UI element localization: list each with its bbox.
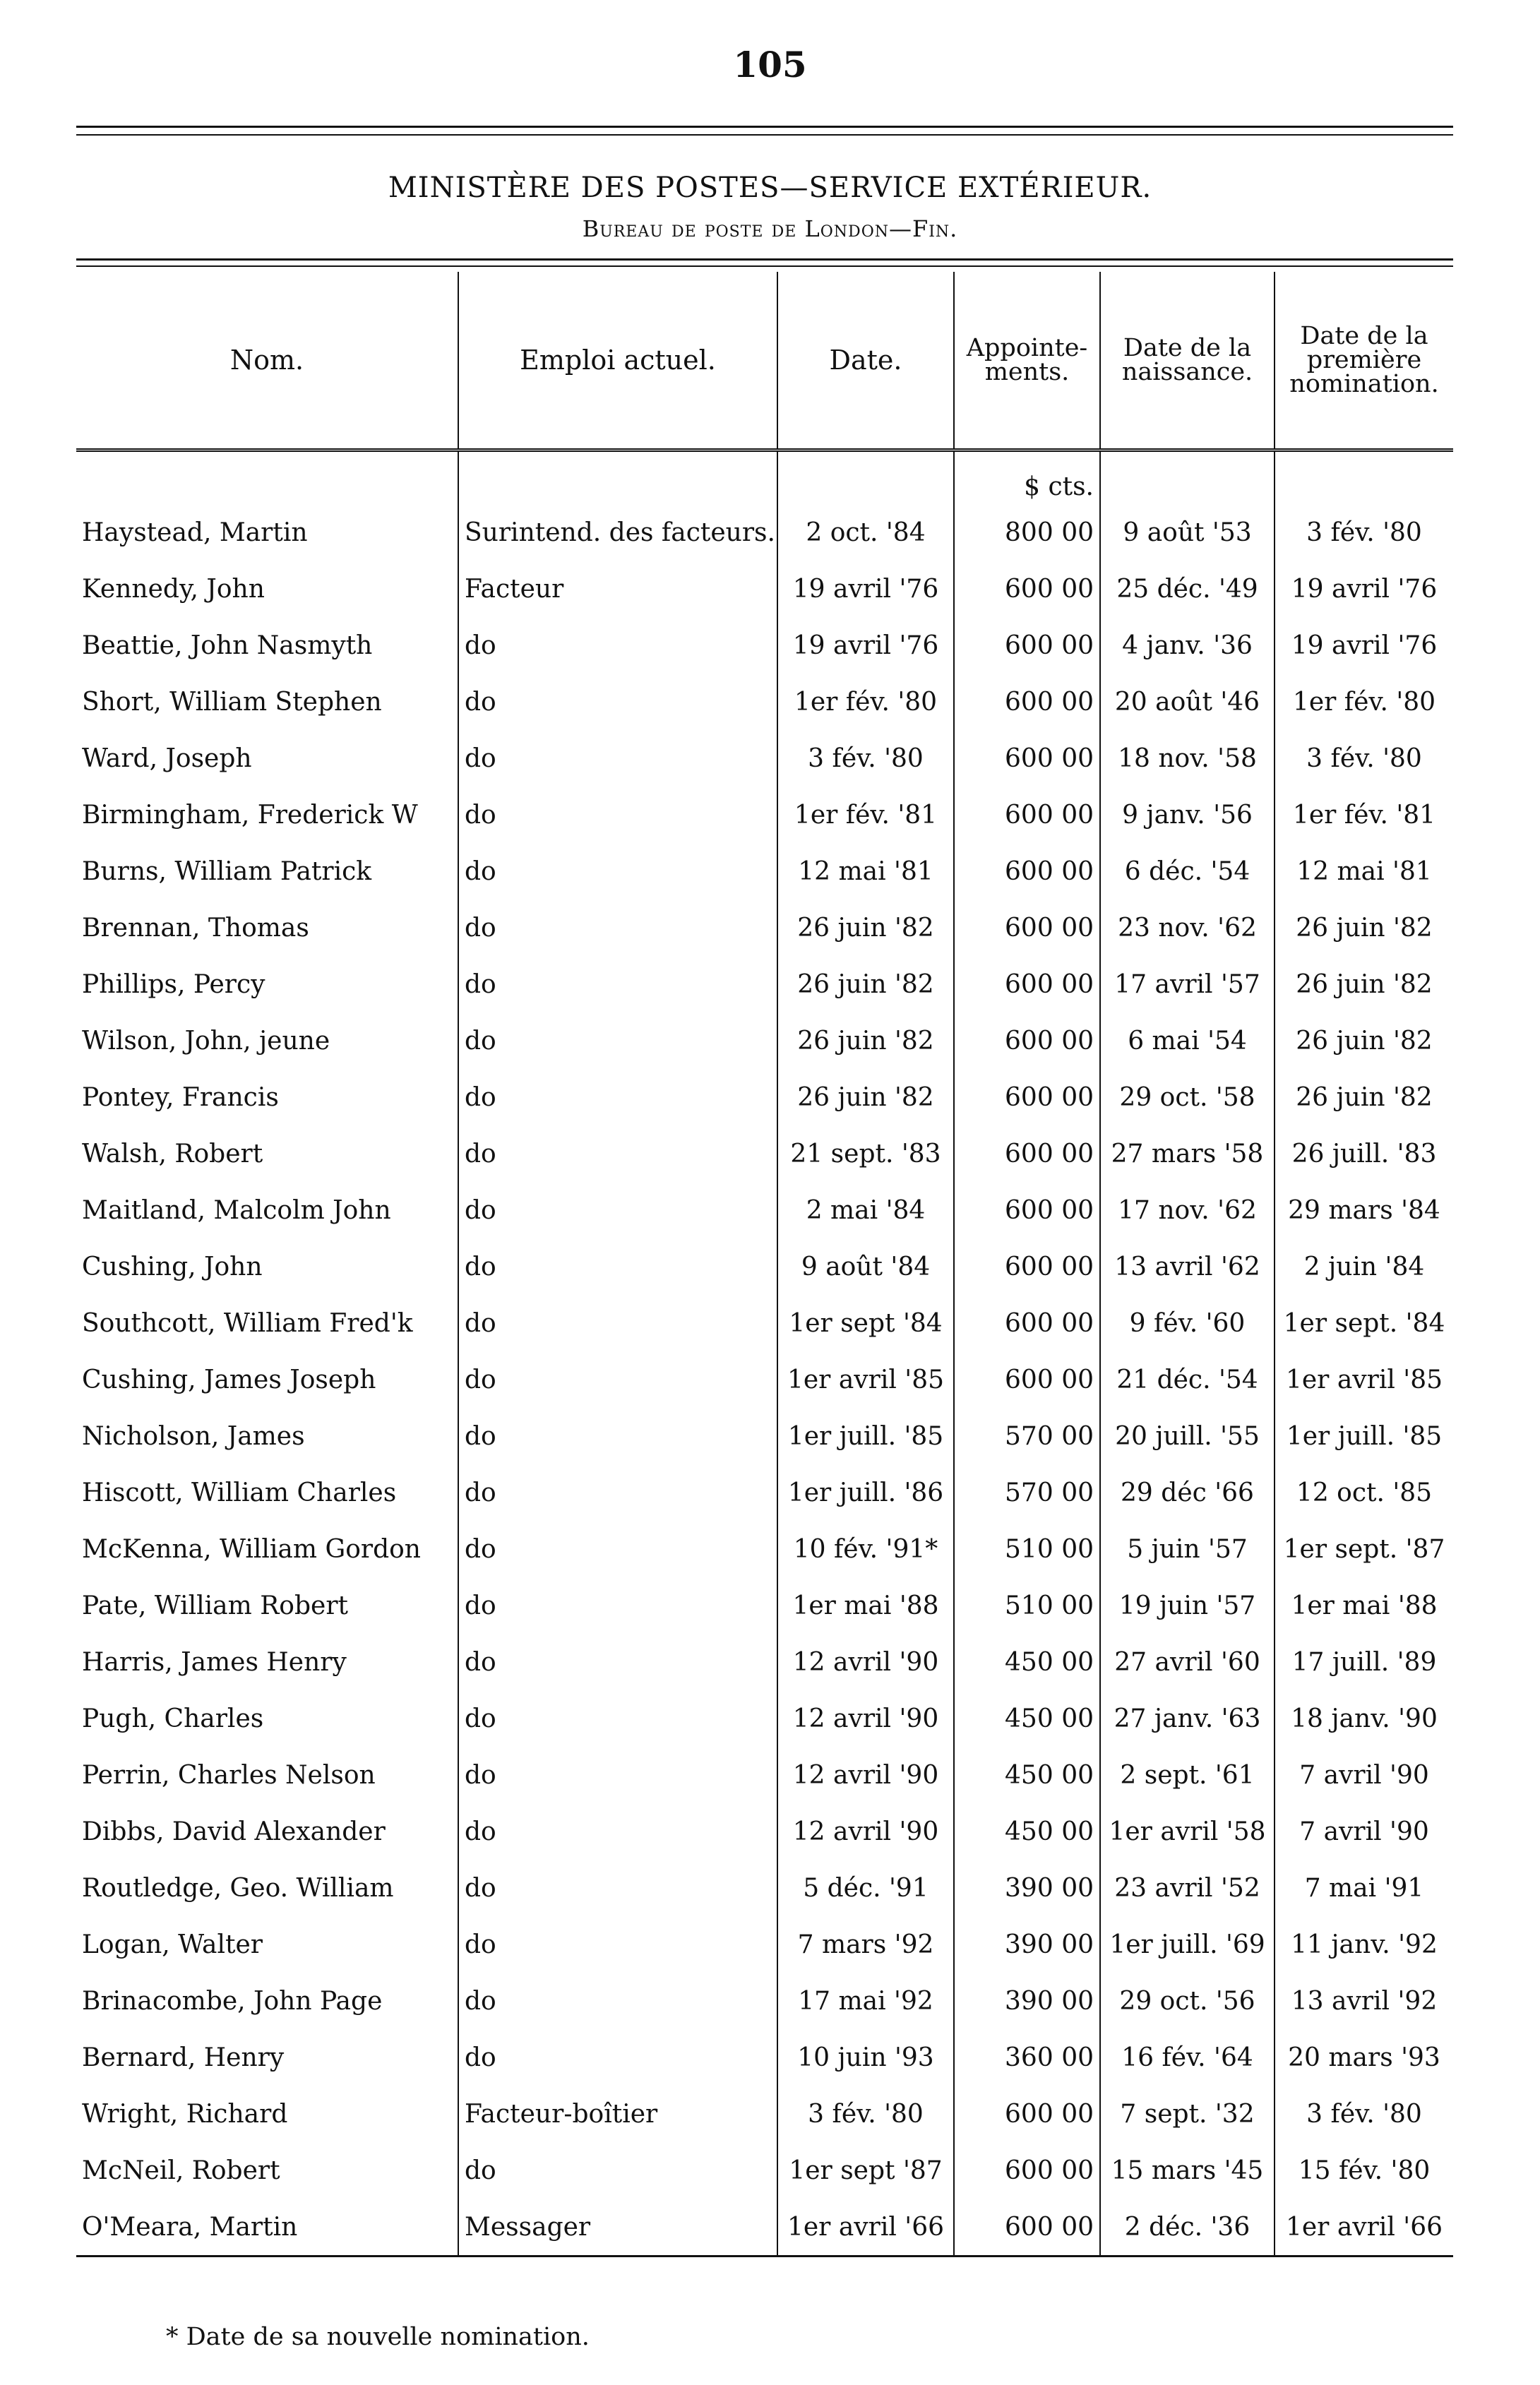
cell-nom: Short, William Stephen — [82, 687, 382, 717]
cell-appointements: 600 00 — [954, 561, 1100, 617]
top-rule — [76, 126, 1453, 128]
cell-naissance: 25 déc. '49 — [1100, 561, 1275, 617]
cell-naissance: 1er juill. '69 — [1100, 1916, 1275, 1973]
cell-appointements: 600 00 — [954, 787, 1100, 843]
cell-date: 1er sept '84 — [777, 1295, 954, 1351]
cell-appointements: 600 00 — [954, 2086, 1100, 2142]
cell-emploi: do — [458, 2142, 777, 2199]
cell-premiere: 26 juill. '83 — [1275, 1125, 1453, 1182]
cell-emploi: do — [458, 1690, 777, 1747]
cell-naissance: 23 nov. '62 — [1100, 899, 1275, 956]
table-row — [76, 1408, 1453, 1464]
cell-premiere: 3 fév. '80 — [1275, 2086, 1453, 2142]
cell-date: 12 avril '90 — [777, 1634, 954, 1690]
header-top-rule-second — [76, 265, 1453, 267]
table-row — [76, 561, 1453, 617]
page-title: MINISTÈRE DES POSTES—SERVICE EXTÉRIEUR. — [388, 172, 1152, 204]
col-header-appointements: Appointe- ments. — [954, 272, 1100, 450]
employee-table — [76, 272, 1453, 2257]
cell-premiere: 1er avril '85 — [1275, 1351, 1453, 1408]
cell-naissance: 13 avril '62 — [1100, 1238, 1275, 1295]
footnote: * Date de sa nouvelle nomination. — [166, 2323, 590, 2351]
cell-nom: Ward, Joseph — [82, 743, 252, 773]
cell-emploi: do — [458, 787, 777, 843]
cell-naissance: 2 sept. '61 — [1100, 1747, 1275, 1803]
cell-appointements: 800 00 — [954, 504, 1100, 561]
cell-nom: Kennedy, John — [82, 574, 265, 604]
cell-emploi: do — [458, 1182, 777, 1238]
cell-emploi: do — [458, 1012, 777, 1069]
cell-naissance: 16 fév. '64 — [1100, 2029, 1275, 2086]
cell-naissance: 21 déc. '54 — [1100, 1351, 1275, 1408]
cell-nom: O'Meara, Martin — [76, 2199, 458, 2257]
cell-premiere: 12 oct. '85 — [1275, 1464, 1453, 1521]
cell-date: 1er avril '85 — [777, 1351, 954, 1408]
table-row — [76, 1634, 1453, 1690]
cell-premiere: 26 juin '82 — [1275, 1069, 1453, 1125]
cell-date: 10 fév. '91* — [777, 1521, 954, 1577]
cell-nom: Cushing, James Joseph — [82, 1365, 376, 1394]
table-row — [76, 1860, 1453, 1916]
cell-emploi: Facteur-boîtier — [458, 2086, 777, 2142]
cell-nom: Birmingham, Frederick W — [82, 800, 418, 830]
cell-nom: Hiscott, William Charles — [82, 1478, 397, 1507]
cell-premiere: 17 juill. '89 — [1275, 1634, 1453, 1690]
cell-date: 19 avril '76 — [777, 561, 954, 617]
cell-premiere: 26 juin '82 — [1275, 1012, 1453, 1069]
cell-date: 3 fév. '80 — [777, 730, 954, 787]
cell-nom: Brinacombe, John Page — [82, 1986, 383, 2016]
table-row — [76, 2029, 1453, 2086]
cell-nom: Pontey, Francis — [82, 1082, 279, 1112]
cell-nom: Nicholson, James — [82, 1421, 305, 1451]
cell-appointements: 600 00 — [954, 956, 1100, 1012]
cell-emploi: do — [458, 1973, 777, 2029]
units-label: $ cts. — [954, 450, 1100, 505]
cell-emploi: do — [458, 674, 777, 730]
cell-appointements: 600 00 — [954, 1182, 1100, 1238]
table-row — [76, 2199, 1453, 2257]
cell-naissance: 6 mai '54 — [1100, 1012, 1275, 1069]
cell-appointements: 450 00 — [954, 1634, 1100, 1690]
cell-premiere: 12 mai '81 — [1275, 843, 1453, 899]
table-row — [76, 787, 1453, 843]
table-row — [76, 956, 1453, 1012]
cell-date: 1er mai '88 — [777, 1577, 954, 1634]
cell-emploi: do — [458, 899, 777, 956]
page-subtitle: Bureau de poste de London—Fin. — [582, 215, 958, 242]
col-header-nom: Nom. — [76, 272, 458, 450]
cell-nom: Wilson, John, jeune — [82, 1026, 330, 1056]
cell-naissance: 2 déc. '36 — [1100, 2199, 1275, 2257]
cell-naissance: 5 juin '57 — [1100, 1521, 1275, 1577]
cell-naissance: 4 janv. '36 — [1100, 617, 1275, 674]
table-row — [76, 1690, 1453, 1747]
cell-nom: Beattie, John Nasmyth — [82, 630, 373, 660]
cell-appointements: 600 00 — [954, 730, 1100, 787]
cell-appointements: 600 00 — [954, 617, 1100, 674]
header-top-rule — [76, 258, 1453, 261]
cell-appointements: 600 00 — [954, 1351, 1100, 1408]
cell-date: 26 juin '82 — [777, 956, 954, 1012]
cell-nom: Routledge, Geo. William — [82, 1873, 394, 1903]
cell-date: 3 fév. '80 — [777, 2086, 954, 2142]
cell-date: 5 déc. '91 — [777, 1860, 954, 1916]
cell-emploi: do — [458, 1916, 777, 1973]
cell-date: 10 juin '93 — [777, 2029, 954, 2086]
cell-nom: Phillips, Percy — [82, 969, 265, 999]
cell-date: 19 avril '76 — [777, 617, 954, 674]
table-row — [76, 1521, 1453, 1577]
cell-emploi: do — [458, 730, 777, 787]
cell-emploi: do — [458, 1238, 777, 1295]
cell-nom: Bernard, Henry — [82, 2043, 285, 2072]
table-row — [76, 1577, 1453, 1634]
cell-nom: McKenna, William Gordon — [82, 1534, 421, 1564]
cell-nom: Cushing, John — [82, 1252, 263, 1281]
table-row — [76, 1464, 1453, 1521]
cell-premiere: 26 juin '82 — [1275, 899, 1453, 956]
cell-emploi: Facteur — [458, 561, 777, 617]
cell-naissance: 6 déc. '54 — [1100, 843, 1275, 899]
cell-appointements: 600 00 — [954, 674, 1100, 730]
cell-emploi: do — [458, 1464, 777, 1521]
cell-date: 26 juin '82 — [777, 899, 954, 956]
cell-appointements: 390 00 — [954, 1860, 1100, 1916]
cell-naissance: 17 nov. '62 — [1100, 1182, 1275, 1238]
table-row — [76, 730, 1453, 787]
cell-emploi: do — [458, 1634, 777, 1690]
cell-appointements: 570 00 — [954, 1464, 1100, 1521]
cell-appointements: 390 00 — [954, 1916, 1100, 1973]
cell-appointements: 510 00 — [954, 1521, 1100, 1577]
cell-naissance: 27 janv. '63 — [1100, 1690, 1275, 1747]
cell-date: 2 oct. '84 — [777, 504, 954, 561]
table-row — [76, 1747, 1453, 1803]
cell-date: 17 mai '92 — [777, 1973, 954, 2029]
table-row — [76, 1973, 1453, 2029]
cell-premiere: 19 avril '76 — [1275, 617, 1453, 674]
cell-premiere: 1er fév. '81 — [1275, 787, 1453, 843]
cell-premiere: 1er avril '66 — [1275, 2199, 1453, 2257]
cell-premiere: 3 fév. '80 — [1275, 730, 1453, 787]
cell-nom: Burns, William Patrick — [82, 856, 372, 886]
cell-nom: Pate, William Robert — [82, 1591, 348, 1620]
cell-appointements: 450 00 — [954, 1690, 1100, 1747]
cell-date: 7 mars '92 — [777, 1916, 954, 1973]
cell-premiere: 15 fév. '80 — [1275, 2142, 1453, 2199]
cell-emploi: do — [458, 1803, 777, 1860]
cell-appointements: 600 00 — [954, 1125, 1100, 1182]
cell-emploi: do — [458, 1295, 777, 1351]
cell-naissance: 19 juin '57 — [1100, 1577, 1275, 1634]
cell-appointements: 390 00 — [954, 1973, 1100, 2029]
cell-nom: Pugh, Charles — [82, 1704, 264, 1733]
cell-naissance: 27 mars '58 — [1100, 1125, 1275, 1182]
cell-emploi: do — [458, 1408, 777, 1464]
cell-date: 1er sept '87 — [777, 2142, 954, 2199]
cell-date: 12 avril '90 — [777, 1803, 954, 1860]
cell-appointements: 600 00 — [954, 1012, 1100, 1069]
table-row — [76, 1351, 1453, 1408]
cell-date: 1er avril '66 — [777, 2199, 954, 2257]
cell-naissance: 23 avril '52 — [1100, 1860, 1275, 1916]
cell-premiere: 19 avril '76 — [1275, 561, 1453, 617]
cell-premiere: 7 avril '90 — [1275, 1747, 1453, 1803]
cell-nom: Maitland, Malcolm John — [82, 1195, 391, 1225]
cell-naissance: 27 avril '60 — [1100, 1634, 1275, 1690]
cell-nom: Harris, James Henry — [82, 1647, 347, 1677]
table-row — [76, 2142, 1453, 2199]
cell-appointements: 600 00 — [954, 899, 1100, 956]
cell-date: 1er juill. '86 — [777, 1464, 954, 1521]
table-row — [76, 504, 1453, 561]
cell-premiere: 20 mars '93 — [1275, 2029, 1453, 2086]
table-row — [76, 674, 1453, 730]
col-header-emploi: Emploi actuel. — [458, 272, 777, 450]
table-row — [76, 2086, 1453, 2142]
cell-naissance: 29 déc '66 — [1100, 1464, 1275, 1521]
cell-date: 12 avril '90 — [777, 1690, 954, 1747]
page-number: 105 — [733, 44, 807, 85]
cell-naissance: 9 fév. '60 — [1100, 1295, 1275, 1351]
top-rule-second — [76, 134, 1453, 136]
cell-nom: Dibbs, David Alexander — [82, 1817, 386, 1846]
cell-emploi: do — [458, 843, 777, 899]
cell-date: 9 août '84 — [777, 1238, 954, 1295]
cell-premiere: 1er sept. '87 — [1275, 1521, 1453, 1577]
cell-nom: Wright, Richard — [82, 2099, 288, 2129]
cell-emploi: do — [458, 1577, 777, 1634]
table-row — [76, 1069, 1453, 1125]
cell-naissance: 9 août '53 — [1100, 504, 1275, 561]
cell-premiere: 2 juin '84 — [1275, 1238, 1453, 1295]
cell-premiere: 3 fév. '80 — [1275, 504, 1453, 561]
cell-appointements: 600 00 — [954, 843, 1100, 899]
cell-naissance: 15 mars '45 — [1100, 2142, 1275, 2199]
cell-premiere: 7 mai '91 — [1275, 1860, 1453, 1916]
cell-naissance: 17 avril '57 — [1100, 956, 1275, 1012]
cell-appointements: 360 00 — [954, 2029, 1100, 2086]
cell-nom: Logan, Walter — [82, 1930, 263, 1959]
table-row — [76, 1238, 1453, 1295]
cell-emploi: Surintend. des facteurs. — [458, 504, 777, 561]
table-row — [76, 1295, 1453, 1351]
cell-date: 1er juill. '85 — [777, 1408, 954, 1464]
cell-nom: McNeil, Robert — [82, 2156, 280, 2185]
cell-appointements: 450 00 — [954, 1803, 1100, 1860]
col-header-naissance: Date de la naissance. — [1100, 272, 1275, 450]
table-row — [76, 1803, 1453, 1860]
table-row — [76, 843, 1453, 899]
cell-naissance: 9 janv. '56 — [1100, 787, 1275, 843]
cell-appointements: 600 00 — [954, 1295, 1100, 1351]
cell-date: 26 juin '82 — [777, 1069, 954, 1125]
cell-emploi: do — [458, 1069, 777, 1125]
cell-emploi: do — [458, 1351, 777, 1408]
cell-nom: Southcott, William Fred'k — [82, 1308, 413, 1338]
cell-naissance: 20 juill. '55 — [1100, 1408, 1275, 1464]
table-row — [76, 1182, 1453, 1238]
table-row — [76, 899, 1453, 956]
cell-premiere: 7 avril '90 — [1275, 1803, 1453, 1860]
header-row — [76, 272, 1453, 450]
cell-date: 1er fév. '80 — [777, 674, 954, 730]
cell-appointements: 450 00 — [954, 1747, 1100, 1803]
cell-emploi: do — [458, 2029, 777, 2086]
cell-appointements: 570 00 — [954, 1408, 1100, 1464]
cell-date: 12 avril '90 — [777, 1747, 954, 1803]
cell-appointements: 600 00 — [954, 1238, 1100, 1295]
cell-premiere: 18 janv. '90 — [1275, 1690, 1453, 1747]
cell-date: 26 juin '82 — [777, 1012, 954, 1069]
cell-premiere: 1er sept. '84 — [1275, 1295, 1453, 1351]
table-row — [76, 1012, 1453, 1069]
cell-premiere: 29 mars '84 — [1275, 1182, 1453, 1238]
table-row — [76, 1916, 1453, 1973]
cell-premiere: 1er mai '88 — [1275, 1577, 1453, 1634]
cell-emploi: Messager — [458, 2199, 777, 2257]
cell-appointements: 510 00 — [954, 1577, 1100, 1634]
cell-premiere: 1er fév. '80 — [1275, 674, 1453, 730]
cell-naissance: 7 sept. '32 — [1100, 2086, 1275, 2142]
cell-nom: Perrin, Charles Nelson — [82, 1760, 376, 1790]
cell-date: 12 mai '81 — [777, 843, 954, 899]
cell-appointements: 600 00 — [954, 2142, 1100, 2199]
cell-emploi: do — [458, 1747, 777, 1803]
cell-nom: Haystead, Martin — [82, 518, 308, 547]
cell-naissance: 20 août '46 — [1100, 674, 1275, 730]
col-header-date: Date. — [777, 272, 954, 450]
cell-emploi: do — [458, 1521, 777, 1577]
cell-naissance: 18 nov. '58 — [1100, 730, 1275, 787]
cell-naissance: 1er avril '58 — [1100, 1803, 1275, 1860]
cell-nom: Brennan, Thomas — [82, 913, 309, 943]
cell-premiere: 26 juin '82 — [1275, 956, 1453, 1012]
table-row — [76, 1125, 1453, 1182]
cell-emploi: do — [458, 1860, 777, 1916]
cell-naissance: 29 oct. '56 — [1100, 1973, 1275, 2029]
cell-nom: Walsh, Robert — [82, 1139, 263, 1168]
cell-appointements: 600 00 — [954, 2199, 1100, 2257]
col-header-premiere: Date de la première nomination. — [1275, 272, 1453, 450]
cell-emploi: do — [458, 956, 777, 1012]
cell-date: 2 mai '84 — [777, 1182, 954, 1238]
cell-emploi: do — [458, 617, 777, 674]
units-row — [76, 450, 1453, 505]
cell-emploi: do — [458, 1125, 777, 1182]
table-row — [76, 617, 1453, 674]
cell-premiere: 13 avril '92 — [1275, 1973, 1453, 2029]
cell-premiere: 11 janv. '92 — [1275, 1916, 1453, 1973]
cell-appointements: 600 00 — [954, 1069, 1100, 1125]
cell-naissance: 29 oct. '58 — [1100, 1069, 1275, 1125]
cell-premiere: 1er juill. '85 — [1275, 1408, 1453, 1464]
cell-date: 1er fév. '81 — [777, 787, 954, 843]
cell-date: 21 sept. '83 — [777, 1125, 954, 1182]
